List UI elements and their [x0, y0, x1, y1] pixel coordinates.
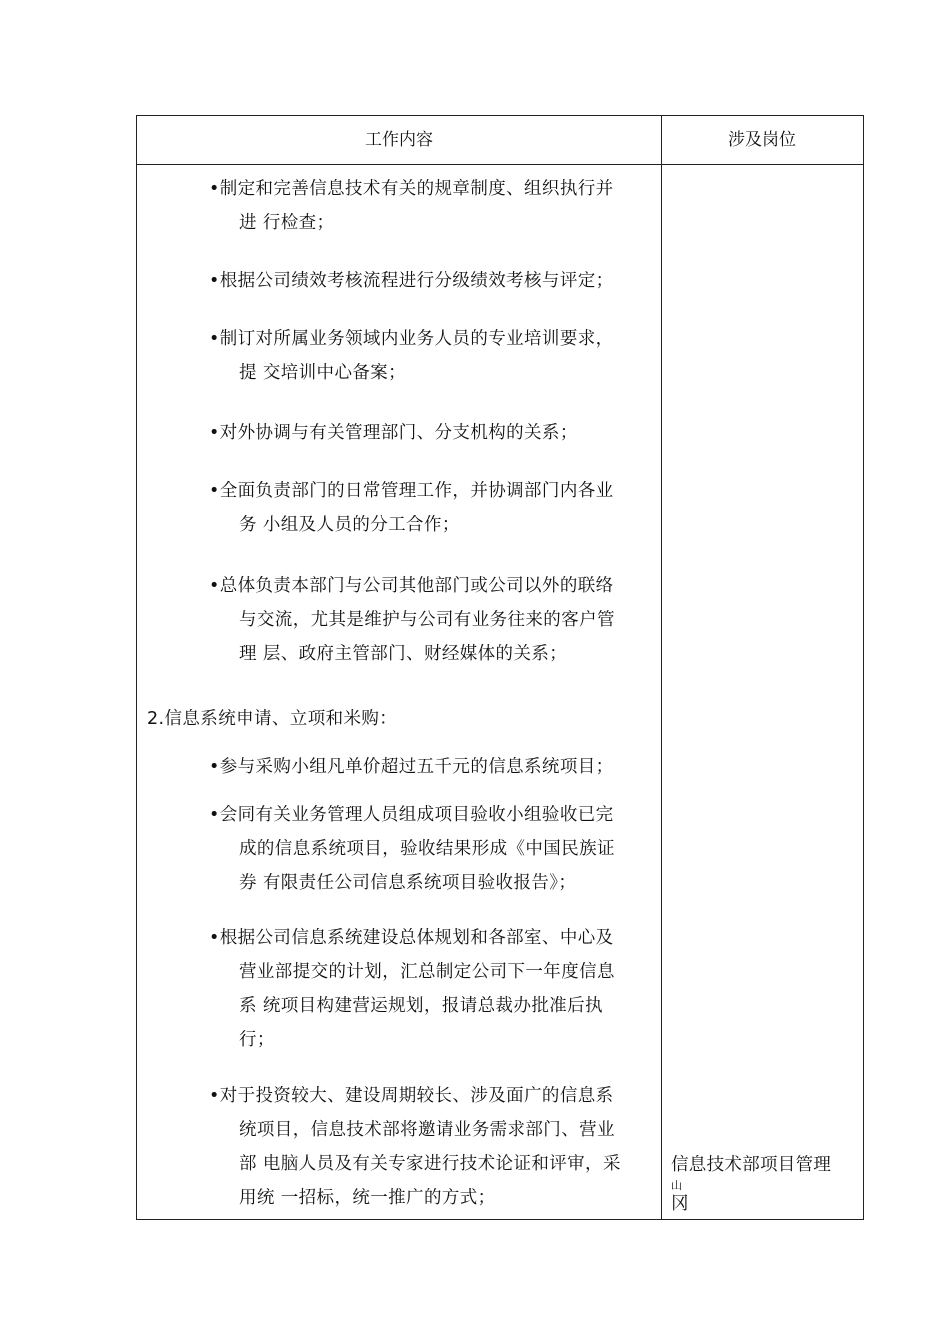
post-line: 冈 — [671, 1194, 689, 1214]
duty-item — [209, 921, 654, 1057]
column-divider — [661, 116, 662, 1219]
duty-line: 成的信息系统项目，验收结果形成《中国民族证 — [239, 839, 615, 859]
duty-item — [209, 569, 654, 671]
duty-item — [209, 1079, 654, 1215]
duty-line: 理 层、政府主管部门、财经媒体的关系； — [239, 644, 568, 664]
duty-item — [209, 172, 654, 240]
duty-line: •会同有关业务管理人员组成项目验收小组验收已完 — [209, 805, 614, 825]
duty-line: •全面负责部门的日常管理工作，并协调部门内各业 — [209, 481, 614, 501]
duty-item — [209, 322, 654, 390]
post-mark: 山 — [671, 1179, 683, 1192]
duty-item — [209, 750, 654, 784]
duty-line: 与交流，尤其是维护与公司有业务往来的客户管 — [239, 610, 615, 630]
section-2-heading: 2.信息系统申请、立项和米购： — [147, 709, 398, 729]
duty-line: •对外协调与有关管理部门、分支机构的关系； — [209, 423, 578, 443]
related-post-cell — [671, 1150, 861, 1216]
duty-item — [209, 416, 654, 450]
duty-line: •根据公司绩效考核流程进行分级绩效考核与评定； — [209, 271, 614, 291]
duty-line: 行； — [239, 1030, 275, 1050]
duty-line: 系 统项目构建营运规划，报请总裁办批准后执 — [239, 996, 603, 1016]
duty-line: •制定和完善信息技术有关的规章制度、组织执行并 — [209, 179, 614, 199]
duty-line: 营业部提交的计划，汇总制定公司下一年度信息 — [239, 962, 615, 982]
duty-item — [209, 474, 654, 542]
header-work-content: 工作内容 — [365, 130, 433, 150]
duty-line: 统项目，信息技术部将邀请业务需求部门、营业 — [239, 1120, 615, 1140]
duty-item — [209, 264, 654, 298]
duty-line: 进 行检查； — [239, 213, 335, 233]
header-related-post: 涉及岗位 — [728, 130, 796, 150]
duty-line: •对于投资较大、建设周期较长、涉及面广的信息系 — [209, 1086, 614, 1106]
duty-line: 用统 一招标，统一推广的方式； — [239, 1188, 496, 1208]
responsibility-table — [136, 115, 864, 1220]
duty-item — [209, 798, 654, 900]
duty-line: •根据公司信息系统建设总体规划和各部室、中心及 — [209, 928, 614, 948]
table-header-row — [137, 116, 863, 165]
duty-line: 券 有限责任公司信息系统项目验收报告》； — [239, 873, 577, 893]
duty-line: •参与采购小组凡单价超过五千元的信息系统项目； — [209, 757, 614, 777]
duty-line: 部 电脑人员及有关专家进行技术论证和评审，采 — [239, 1154, 621, 1174]
duty-line: 提 交培训中心备案； — [239, 363, 407, 383]
post-line: 信息技术部项目管理 — [671, 1155, 832, 1175]
duty-line: 务 小组及人员的分工合作； — [239, 515, 460, 535]
duty-line: •制订对所属业务领域内业务人员的专业培训要求， — [209, 329, 614, 349]
duty-line: •总体负责本部门与公司其他部门或公司以外的联络 — [209, 576, 614, 596]
